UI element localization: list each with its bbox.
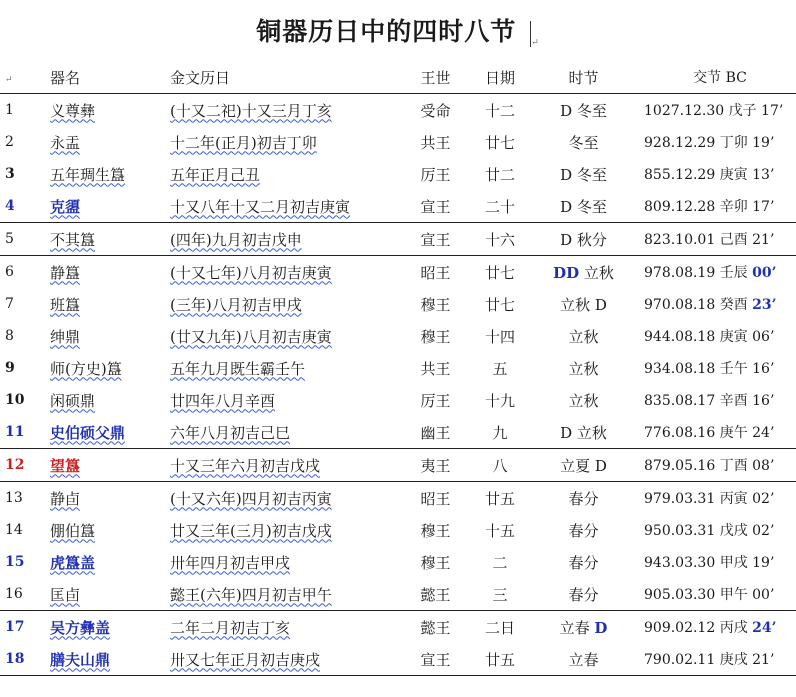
row-day bbox=[469, 611, 531, 644]
row-no-text: 9 bbox=[5, 360, 15, 376]
row-solar bbox=[531, 288, 636, 320]
row-no bbox=[0, 126, 44, 158]
row-date-text: 卅又七年正月初吉庚戌 bbox=[170, 650, 321, 669]
row-no bbox=[0, 320, 44, 352]
table-row bbox=[0, 190, 796, 223]
row-date bbox=[164, 352, 402, 384]
row-king bbox=[402, 256, 469, 289]
row-name bbox=[44, 611, 164, 644]
row-no-text: 15 bbox=[5, 554, 25, 570]
row-date bbox=[164, 384, 402, 416]
row-no-text: 3 bbox=[5, 166, 15, 182]
row-bc bbox=[636, 288, 796, 320]
row-date bbox=[164, 94, 402, 127]
row-no bbox=[0, 158, 44, 190]
row-date-text: (十又二祀)十又三月丁亥 bbox=[170, 101, 332, 120]
row-name bbox=[44, 190, 164, 223]
title-text: 铜器历日中的四时八节 bbox=[256, 17, 517, 46]
row-bc-text: 855.12.29 庚寅 13’ bbox=[644, 167, 775, 183]
row-name bbox=[44, 416, 164, 449]
row-solar bbox=[531, 223, 636, 256]
calendar-table bbox=[0, 61, 796, 676]
row-no bbox=[0, 94, 44, 127]
row-solar-text: 春分 bbox=[568, 521, 599, 540]
row-bc-text: 950.03.31 戊戌 02’ bbox=[644, 523, 775, 539]
row-day bbox=[469, 256, 531, 289]
row-day-text: 十四 bbox=[484, 327, 515, 346]
row-bc-suffix: 00’ bbox=[752, 265, 777, 281]
row-solar-text: 立秋 bbox=[568, 359, 599, 378]
row-name-text: 静簋 bbox=[50, 263, 81, 282]
row-no-text: 11 bbox=[5, 424, 25, 440]
row-day bbox=[469, 94, 531, 127]
row-king bbox=[402, 611, 469, 644]
row-date-text: 十又三年六月初吉戊戌 bbox=[170, 456, 321, 475]
row-bc bbox=[636, 514, 796, 546]
row-bc-suffix: 23’ bbox=[752, 297, 777, 313]
row-bc-text: 905.03.30 甲午 00’ bbox=[644, 587, 775, 603]
row-bc-text: 835.08.17 辛酉 16’ bbox=[644, 393, 775, 409]
header-date: 金文历日 bbox=[164, 61, 402, 94]
row-king-text: 昭王 bbox=[420, 489, 451, 508]
row-day bbox=[469, 320, 531, 352]
row-king-text: 懿王 bbox=[420, 585, 451, 604]
row-no bbox=[0, 223, 44, 256]
row-solar-text: 立春 bbox=[568, 650, 599, 669]
row-solar-text: D 立秋 bbox=[560, 423, 607, 442]
table-row bbox=[0, 126, 796, 158]
header-name: 器名 bbox=[44, 61, 164, 94]
row-bc-text: 934.08.18 壬午 16’ bbox=[644, 361, 775, 377]
row-bc-text: 928.12.29 丁卯 19’ bbox=[644, 135, 775, 151]
row-no-text: 13 bbox=[5, 490, 23, 506]
row-bc-text: 978.08.19 壬辰 bbox=[644, 265, 753, 281]
row-solar bbox=[531, 611, 636, 644]
row-name-text: 克盨 bbox=[50, 197, 81, 216]
row-king bbox=[402, 416, 469, 449]
row-date-text: 十二年(正月)初吉丁卯 bbox=[170, 133, 317, 152]
header-king: 王世 bbox=[402, 61, 469, 94]
row-no-text: 14 bbox=[5, 522, 23, 538]
row-no-text: 16 bbox=[5, 586, 23, 602]
row-solar-text: 冬至 bbox=[568, 133, 599, 152]
row-bc-text: 943.03.30 甲戌 19’ bbox=[644, 555, 775, 571]
row-bc bbox=[636, 578, 796, 611]
row-date bbox=[164, 416, 402, 449]
row-name bbox=[44, 223, 164, 256]
row-king-text: 懿王 bbox=[420, 618, 451, 637]
row-day-text: 廿七 bbox=[484, 263, 515, 282]
table-row bbox=[0, 546, 796, 578]
row-solar bbox=[531, 416, 636, 449]
row-date-text: 廿四年八月辛酉 bbox=[170, 391, 276, 410]
row-date bbox=[164, 514, 402, 546]
row-day bbox=[469, 643, 531, 676]
row-no-text: 7 bbox=[5, 296, 14, 312]
row-no-text: 6 bbox=[5, 264, 14, 280]
row-day bbox=[469, 482, 531, 515]
row-no bbox=[0, 514, 44, 546]
row-no-text: 12 bbox=[5, 457, 25, 473]
row-name-text: 义尊彝 bbox=[50, 101, 96, 120]
row-bc-suffix: 24’ bbox=[752, 620, 777, 636]
row-name bbox=[44, 449, 164, 482]
row-name-text: 膳夫山鼎 bbox=[50, 650, 111, 669]
row-no-text: 17 bbox=[5, 619, 25, 635]
row-solar-suffix: D bbox=[594, 618, 608, 637]
row-bc bbox=[636, 352, 796, 384]
row-day-text: 廿五 bbox=[484, 489, 515, 508]
row-date bbox=[164, 546, 402, 578]
row-bc bbox=[636, 158, 796, 190]
row-name-text: 虎簋盖 bbox=[50, 553, 96, 572]
row-date-text: 五年正月己丑 bbox=[170, 165, 261, 184]
row-solar-text: 春分 bbox=[568, 585, 599, 604]
row-bc-text: 1027.12.30 戊子 17’ bbox=[644, 103, 784, 119]
row-king-text: 穆王 bbox=[420, 295, 451, 314]
row-date bbox=[164, 449, 402, 482]
row-date-text: 二年二月初吉丁亥 bbox=[170, 618, 291, 637]
row-solar bbox=[531, 256, 636, 289]
row-day-text: 廿七 bbox=[484, 295, 515, 314]
table-row bbox=[0, 449, 796, 482]
row-no bbox=[0, 546, 44, 578]
row-date-text: (十又七年)八月初吉庚寅 bbox=[170, 263, 332, 282]
row-day bbox=[469, 578, 531, 611]
row-no-text: 18 bbox=[5, 651, 25, 667]
row-no bbox=[0, 611, 44, 644]
row-king-text: 共王 bbox=[420, 133, 451, 152]
row-solar bbox=[531, 546, 636, 578]
row-name-text: 五年琱生簋 bbox=[50, 165, 126, 184]
row-bc bbox=[636, 449, 796, 482]
row-day-text: 十六 bbox=[484, 230, 515, 249]
row-no bbox=[0, 384, 44, 416]
row-bc bbox=[636, 546, 796, 578]
row-solar-text: 立秋 bbox=[579, 263, 614, 282]
header-no bbox=[0, 61, 44, 94]
row-solar-text: D 秋分 bbox=[560, 230, 607, 249]
row-day-text: 廿七 bbox=[484, 133, 515, 152]
row-name bbox=[44, 384, 164, 416]
row-name bbox=[44, 578, 164, 611]
row-date bbox=[164, 482, 402, 515]
row-day bbox=[469, 546, 531, 578]
row-bc-text: 979.03.31 丙寅 02’ bbox=[644, 491, 775, 507]
row-bc-text: 879.05.16 丁酉 08’ bbox=[644, 458, 775, 474]
row-bc bbox=[636, 126, 796, 158]
row-name-text: 匡卣 bbox=[50, 585, 81, 604]
row-king-text: 夷王 bbox=[420, 456, 451, 475]
table-header-row bbox=[0, 61, 796, 94]
row-no bbox=[0, 288, 44, 320]
row-day bbox=[469, 223, 531, 256]
table-row bbox=[0, 482, 796, 515]
row-king-text: 共王 bbox=[420, 359, 451, 378]
row-king bbox=[402, 546, 469, 578]
row-solar bbox=[531, 643, 636, 676]
row-name-text: 静卣 bbox=[50, 489, 81, 508]
row-date bbox=[164, 190, 402, 223]
row-king-text: 昭王 bbox=[420, 263, 451, 282]
row-name bbox=[44, 514, 164, 546]
row-bc-text: 970.08.18 癸酉 bbox=[644, 297, 753, 313]
row-day-text: 廿二 bbox=[484, 165, 515, 184]
row-date-text: 六年八月初吉己巳 bbox=[170, 423, 291, 442]
row-king-text: 穆王 bbox=[420, 521, 451, 540]
row-solar bbox=[531, 384, 636, 416]
table-row bbox=[0, 578, 796, 611]
row-name bbox=[44, 256, 164, 289]
row-date bbox=[164, 643, 402, 676]
row-name bbox=[44, 482, 164, 515]
row-solar-prefix: DD bbox=[553, 263, 580, 282]
table-row bbox=[0, 158, 796, 190]
row-day-text: 五 bbox=[492, 359, 508, 378]
row-no bbox=[0, 482, 44, 515]
row-king bbox=[402, 126, 469, 158]
row-date bbox=[164, 158, 402, 190]
table-row bbox=[0, 514, 796, 546]
row-king-text: 宣王 bbox=[420, 230, 451, 249]
row-day bbox=[469, 514, 531, 546]
row-solar-text: 春分 bbox=[568, 489, 599, 508]
row-date bbox=[164, 223, 402, 256]
row-name bbox=[44, 288, 164, 320]
row-date-text: 卅年四月初吉甲戌 bbox=[170, 553, 291, 572]
row-king bbox=[402, 482, 469, 515]
row-day-text: 八 bbox=[492, 456, 508, 475]
row-day-text: 二 bbox=[492, 553, 508, 572]
row-day-text: 十五 bbox=[484, 521, 515, 540]
row-solar bbox=[531, 190, 636, 223]
paragraph-mark-icon: ↵ bbox=[531, 38, 540, 48]
row-solar bbox=[531, 158, 636, 190]
row-date-text: 廿又三年(三月)初吉戊戌 bbox=[170, 521, 332, 540]
row-no bbox=[0, 643, 44, 676]
row-day-text: 十二 bbox=[484, 101, 515, 120]
row-solar bbox=[531, 449, 636, 482]
row-date bbox=[164, 320, 402, 352]
header-bc: 交节 BC bbox=[636, 61, 796, 94]
row-king bbox=[402, 190, 469, 223]
row-no-text: 5 bbox=[5, 231, 14, 247]
row-date-text: (廿又九年)八月初吉庚寅 bbox=[170, 327, 332, 346]
row-king bbox=[402, 320, 469, 352]
row-king bbox=[402, 94, 469, 127]
row-bc-text: 944.08.18 庚寅 06’ bbox=[644, 329, 775, 345]
page-title bbox=[0, 12, 796, 48]
row-no bbox=[0, 449, 44, 482]
table-row bbox=[0, 223, 796, 256]
row-date-text: 懿王(六年)四月初吉甲午 bbox=[170, 585, 332, 604]
row-bc bbox=[636, 94, 796, 127]
row-bc bbox=[636, 256, 796, 289]
row-no-text: 10 bbox=[5, 392, 25, 408]
row-bc-text: 790.02.11 庚戌 21’ bbox=[644, 652, 775, 668]
row-king bbox=[402, 643, 469, 676]
row-name bbox=[44, 546, 164, 578]
row-king bbox=[402, 288, 469, 320]
table-row bbox=[0, 288, 796, 320]
row-name bbox=[44, 158, 164, 190]
row-no bbox=[0, 190, 44, 223]
row-bc bbox=[636, 223, 796, 256]
row-day bbox=[469, 158, 531, 190]
row-day-text: 十九 bbox=[484, 391, 515, 410]
row-king-text: 幽王 bbox=[420, 423, 451, 442]
row-name bbox=[44, 320, 164, 352]
row-king bbox=[402, 352, 469, 384]
row-bc bbox=[636, 384, 796, 416]
table-row bbox=[0, 384, 796, 416]
row-solar-text: D 冬至 bbox=[560, 101, 607, 120]
table-row bbox=[0, 256, 796, 289]
row-name-text: 史伯硕父鼎 bbox=[50, 423, 126, 442]
row-solar-text: 立秋 D bbox=[560, 295, 607, 314]
row-king-text: 宣王 bbox=[420, 197, 451, 216]
row-solar bbox=[531, 320, 636, 352]
row-solar-text: 立秋 bbox=[568, 327, 599, 346]
row-date bbox=[164, 611, 402, 644]
row-day-text: 二日 bbox=[484, 618, 515, 637]
row-king-text: 厉王 bbox=[420, 391, 451, 410]
table-row bbox=[0, 416, 796, 449]
row-bc bbox=[636, 190, 796, 223]
row-date bbox=[164, 288, 402, 320]
row-king bbox=[402, 158, 469, 190]
row-no bbox=[0, 352, 44, 384]
row-solar bbox=[531, 514, 636, 546]
row-name bbox=[44, 352, 164, 384]
row-day-text: 廿五 bbox=[484, 650, 515, 669]
row-day-text: 三 bbox=[492, 585, 508, 604]
row-name bbox=[44, 94, 164, 127]
row-bc-text: 909.02.12 丙戌 bbox=[644, 620, 753, 636]
header-day: 日期 bbox=[469, 61, 531, 94]
row-date-text: 五年九月既生霸壬午 bbox=[170, 359, 306, 378]
row-name-text: 吴方彝盖 bbox=[50, 618, 111, 637]
row-solar-text: 春分 bbox=[568, 553, 599, 572]
row-name-text: 倗伯簋 bbox=[50, 521, 96, 540]
row-solar-text: 立夏 D bbox=[560, 456, 607, 475]
row-solar bbox=[531, 352, 636, 384]
row-king-text: 厉王 bbox=[420, 165, 451, 184]
row-no-text: 8 bbox=[5, 328, 14, 344]
table-row bbox=[0, 94, 796, 127]
header-solar: 时节 bbox=[531, 61, 636, 94]
row-no-text: 1 bbox=[5, 102, 14, 118]
row-bc bbox=[636, 320, 796, 352]
row-no-text: 4 bbox=[5, 198, 15, 214]
row-name-text: 绅鼎 bbox=[50, 327, 81, 346]
row-solar-text: 立秋 bbox=[568, 391, 599, 410]
row-day-text: 九 bbox=[492, 423, 508, 442]
row-king bbox=[402, 384, 469, 416]
row-bc-text: 809.12.28 辛卯 17’ bbox=[644, 199, 775, 215]
row-king bbox=[402, 514, 469, 546]
row-bc bbox=[636, 643, 796, 676]
row-solar-text: D 冬至 bbox=[560, 197, 607, 216]
table-row bbox=[0, 611, 796, 644]
row-king bbox=[402, 578, 469, 611]
row-king-text: 宣王 bbox=[420, 650, 451, 669]
row-day bbox=[469, 190, 531, 223]
row-date bbox=[164, 256, 402, 289]
row-king bbox=[402, 449, 469, 482]
row-no bbox=[0, 416, 44, 449]
row-date bbox=[164, 126, 402, 158]
row-date-text: (十又六年)四月初吉丙寅 bbox=[170, 489, 332, 508]
row-bc bbox=[636, 482, 796, 515]
row-no bbox=[0, 578, 44, 611]
row-date-text: 十又八年十又二月初吉庚寅 bbox=[170, 197, 351, 216]
row-day bbox=[469, 288, 531, 320]
table-row bbox=[0, 643, 796, 676]
row-date-text: (三年)八月初吉甲戌 bbox=[170, 295, 302, 314]
row-bc bbox=[636, 416, 796, 449]
row-name-text: 师(方史)簋 bbox=[50, 359, 122, 378]
row-king-text: 受命 bbox=[420, 101, 451, 120]
row-solar bbox=[531, 578, 636, 611]
row-solar bbox=[531, 482, 636, 515]
row-bc-text: 823.10.01 己酉 21’ bbox=[644, 232, 775, 248]
row-day bbox=[469, 384, 531, 416]
row-king-text: 穆王 bbox=[420, 553, 451, 572]
row-no-text: 2 bbox=[5, 134, 14, 150]
paragraph-mark-icon: ↵ bbox=[5, 75, 13, 85]
row-day-text: 二十 bbox=[484, 197, 515, 216]
row-king-text: 穆王 bbox=[420, 327, 451, 346]
row-day bbox=[469, 352, 531, 384]
row-name bbox=[44, 643, 164, 676]
row-bc bbox=[636, 611, 796, 644]
table-row bbox=[0, 352, 796, 384]
row-day bbox=[469, 449, 531, 482]
row-name bbox=[44, 126, 164, 158]
row-name-text: 望簋 bbox=[50, 456, 81, 475]
table-row bbox=[0, 320, 796, 352]
row-solar bbox=[531, 126, 636, 158]
row-name-text: 班簋 bbox=[50, 295, 81, 314]
row-name-text: 闲硕鼎 bbox=[50, 391, 96, 410]
row-solar-text: D 冬至 bbox=[560, 165, 607, 184]
row-day bbox=[469, 416, 531, 449]
row-no bbox=[0, 256, 44, 289]
row-solar-text: 立春 bbox=[559, 618, 595, 637]
row-king bbox=[402, 223, 469, 256]
row-name-text: 永盂 bbox=[50, 133, 81, 152]
row-bc-text: 776.08.16 庚午 24’ bbox=[644, 425, 775, 441]
row-name-text: 不其簋 bbox=[50, 230, 96, 249]
row-date bbox=[164, 578, 402, 611]
row-solar bbox=[531, 94, 636, 127]
row-date-text: (四年)九月初吉戊申 bbox=[170, 230, 302, 249]
row-day bbox=[469, 126, 531, 158]
